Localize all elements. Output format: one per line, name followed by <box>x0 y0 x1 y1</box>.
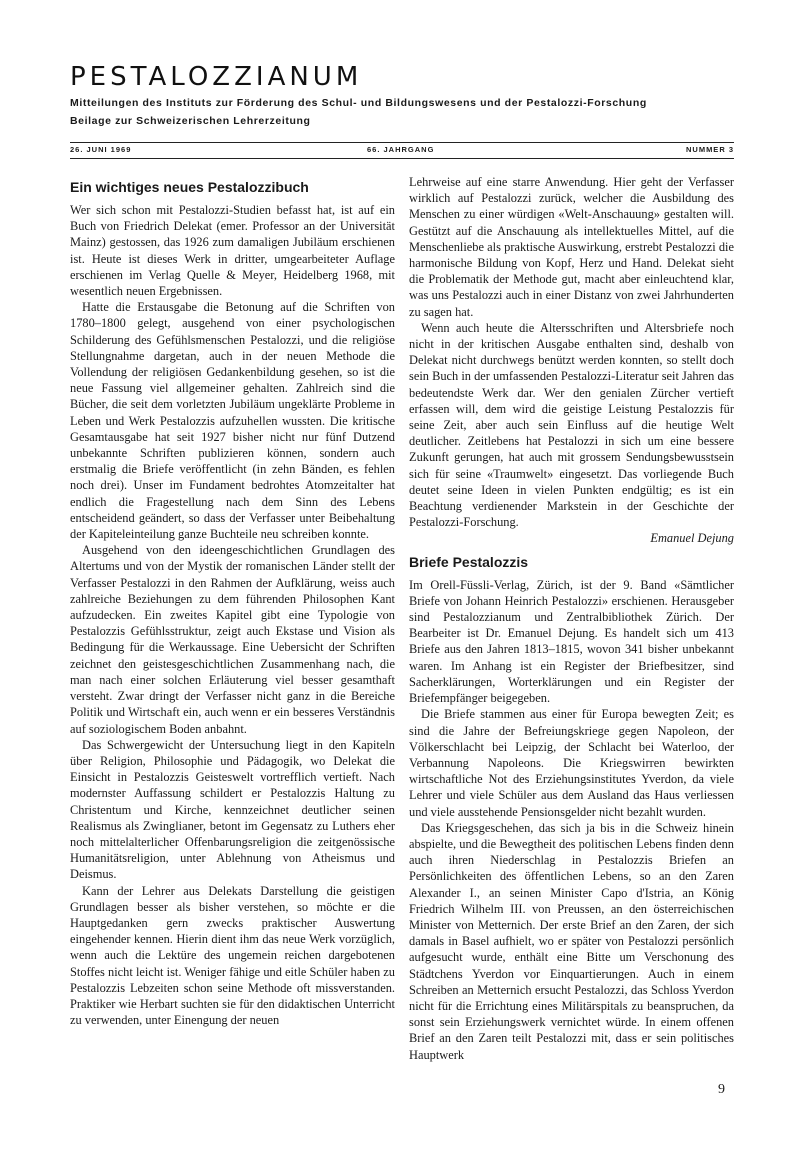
journal-subtitle: Mitteilungen des Instituts zur Förderung des Schul- und Bildungswesens und der Pestalozzi-Forschung <box>70 97 647 109</box>
article-paragraph: Hatte die Erstausgabe die Betonung auf die Schriften von 1780–1800 gelegt, ausgehend von einer psychologischen Schilderung des Gefühlsmenschen Pestalozzi, und die religiöse Stellungnahme dargetan, auch in der neuen Methode die Vollendung der religiösen Gedankenbildung gesehen, so ist die neue Fassung viel allgemeiner gehalten. Zahlreich sind die Bücher, die seit dem vorletzten Jubiläum ungeklärte Probleme in Leben und Werk Pestalozzis aufzuhellen wussten. Die kritische Gesamtausgabe hat seit 1927 bisher nicht nur fünf Dutzend unbekannte Schriften publizieren können, sondern auch erstmalig die Briefe veröffentlicht (in zehn Bänden, es fehlen noch drei). Unser im Fundament bedrohtes Atomzeitalter hat endlich die Fragestellung nach dem Sinn des Lebens entscheidend geändert, so dass der Verfasser unter Beibehaltung der Kapiteleinteilung ganze Buchteile neu schreiben konnte. <box>70 300 395 542</box>
article-paragraph: Das Schwergewicht der Untersuchung liegt in den Kapiteln über Religion, Philosophie und Pädagogik, wo Delekat die Einsicht in Pestalozzis Geisteswelt vortrefflich vertieft. Nach modernster Auffassung schildert er Pestalozzis Haltung zu Christentum und Kirche, kennzeichnet deutlicher seinen Realismus als Zwinglianer, betont im Gegensatz zu Luthers eher noch mittelalterlicher Offenbarungsreligion die zeitgenössische Humanitätsreligion, unter Ablehnung von Atheismus und Deismus. <box>70 737 395 882</box>
page-number: 9 <box>718 1082 725 1097</box>
article-heading: Briefe Pestalozzis <box>409 553 529 570</box>
article-paragraph: Wenn auch heute die Altersschriften und Altersbriefe noch nicht in der kritischen Ausgabe enthalten sind, deshalb von Delekat nicht durchwegs benützt werden konnten, so stellt doch sein Buch in der umfassenden Pestalozzi-Literatur seit Jahren das bedeutendste Werk dar. Wer den genialen Zürcher vertieft erfassen will, dem wird die geistige Leistung Pestalozzis für seine Zeit, aber auch sein Einfluss auf die heutige Welt deutlicher. Zeitlebens hat Pestalozzi in sich um eine bessere Zukunft gerungen, hat auch mit grossem Sendungsbewusstsein sich für seine «Traumwelt» eingesetzt. Das vorliegende Buch deutet seine Ideen in vielen Punkten endgültig; es ist ein Beachtung verdienender Markstein in der Geschichte der Pestalozzi-Forschung. <box>409 320 734 530</box>
right-column <box>409 174 734 1063</box>
article-heading: Ein wichtiges neues Pestalozzibuch <box>70 179 309 195</box>
masthead <box>70 62 734 127</box>
issue-date: 26. JUNI 1969 <box>70 145 132 154</box>
journal-title: PESTALOZZIANUM <box>70 62 363 92</box>
issue-number: NUMMER 3 <box>685 145 734 154</box>
article-paragraph: Ausgehend von den ideengeschichtlichen Grundlagen des Altertums und von der Mystik der romanischen Länder stellt der Verfasser Pestalozzi in den Rahmen der Aufklärung, weiss auch zahlreiche Beziehungen zu dem führenden Philosophen Kant aufzudecken. Ein zweites Kapitel gibt eine Typologie von Pestalozzis Gefühlsstruktur, zeigt auch Ekstase und Vision als Bedingung für die Werkaussage. Eine Uebersicht der Schriften zeichnet den geistesgeschichtlichen Zusammenhang nach, die man nach einer solchen Erläuterung viel besser gesamthaft versteht. Zwar dringt der Verfasser nicht ganz in die Bereiche Politik und Wirtschaft ein, auch wenn er ein besseres Verständnis auf soziologischem Boden anbahnt. <box>70 543 395 736</box>
article-paragraph: Die Briefe stammen aus einer für Europa bewegten Zeit; es sind die Jahre der Befreiungskriege gegen Napoleon, der Völkerschlacht bei Leipzig, der Schlacht bei Waterloo, der Verbannung Napoleons. Die Kriegswirren bewirkten wirtschaftliche Not des Erziehungsinstitutes Yverdon, da viele Lehrer und viele Schüler aus dem Ausland das Haus verliessen und viele ausstehende Pensionsgelder nicht bezahlt wurden. <box>409 707 734 819</box>
issue-info-bar <box>70 142 734 159</box>
article-paragraph: Im Orell-Füssli-Verlag, Zürich, ist der 9. Band «Sämtlicher Briefe von Johann Heinrich Pestalozzi» erschienen. Herausgeber sind Pestalozzianum und Zentralbibliothek Zürich. Der Bearbeiter ist Dr. Emanuel Dejung. Es handelt sich um 413 Briefe aus den Jahren 1813–1815, wovon 341 bisher unbekannt waren. Im Anhang ist ein Register der Briefbesitzer, sind Sacherklärungen, Worterklärungen und ein Register der Briefempfänger beigegeben. <box>409 577 734 706</box>
issue-volume: 66. JAHRGANG <box>367 145 435 154</box>
journal-supplement-note: Beilage zur Schweizerischen Lehrerzeitung <box>70 115 311 127</box>
article-paragraph: Kann der Lehrer aus Delekats Darstellung die geistigen Grundlagen besser als bisher verstehen, so möchte er die Hauptgedanken gern zwecks praktischer Auswertung eingehender kennen. Hierin dient ihm das neue Werk vorzüglich, wenn auch die Lektüre des ungemein reichen dargebotenen Stoffes nicht leicht ist. Weniger fähige und eitle Schüler haben zu Pestalozzis Lebzeiten schon seine Methode oft missverstanden. Praktiker wie Herbart suchten sie für den didaktischen Unterricht zu verwenden, unter Einengung der neuen <box>70 883 395 1028</box>
article-paragraph: Wer sich schon mit Pestalozzi-Studien befasst hat, ist auf ein Buch von Friedrich Delekat (emer. Professor an der Universität Mainz) gestossen, das 1926 zum damaligen Jubiläum erschienen ist. Heute ist dieses Werk in dritter, umgearbeiteter Auflage erschienen im Verlag Quelle & Meyer, Heidelberg 1968, mit wesentlich neuen Ergebnissen. <box>70 203 395 299</box>
article-paragraph: Lehrweise auf eine starre Anwendung. Hier geht der Verfasser wirklich auf Pestalozzi zurück, welcher die Ausbildung des Menschen zu einer würdigen «Welt-Anschauung» gestalten will. Gestützt auf die Anschauung als intellektuelles Mittel, auf die Menschenliebe als praktische Auswirkung, erstrebt Pestalozzi die harmonische Bildung von Kopf, Herz und Hand. Delekat sieht die Problematik der Methode gut, macht aber einleuchtend klar, was uns Pestalozzi auch in einer Distanz von zwei Jahrhunderten zu sagen hat. <box>409 175 734 319</box>
left-column <box>70 174 395 1028</box>
article-paragraph: Das Kriegsgeschehen, das sich ja bis in die Schweiz hinein abspielte, und die Bewegtheit des politischen Lebens finden denn auch ihren Niederschlag in Pestalozzis Briefen an Persönlichkeiten des öffentlichen Lebens, so an den Zaren Alexander I., an seinen Minister Capo d'Istria, an König Friedrich Wilhelm III. von Preussen, an den österreichischen Minister von Metternich. Der erste Brief an den Zaren, der sich damals in Basel aufhielt, wo er später von Pestalozzi persönlich aufgesucht wurde, enthält eine Bitte um Verschonung des Städtchens Yverdon vor Einquartierungen. Auch in einem Schreiben an Metternich ersucht Pestalozzi, das Schloss Yverdon nicht für die Errichtung eines Militärspitals zu beanspruchen, da sonst sein Erziehungswerk vernichtet würde. In einem offenen Brief an den Zaren teilt Pestalozzi mit, dass er sein politisches Hauptwerk <box>409 820 734 1062</box>
article-author: Emanuel Dejung <box>650 531 734 546</box>
